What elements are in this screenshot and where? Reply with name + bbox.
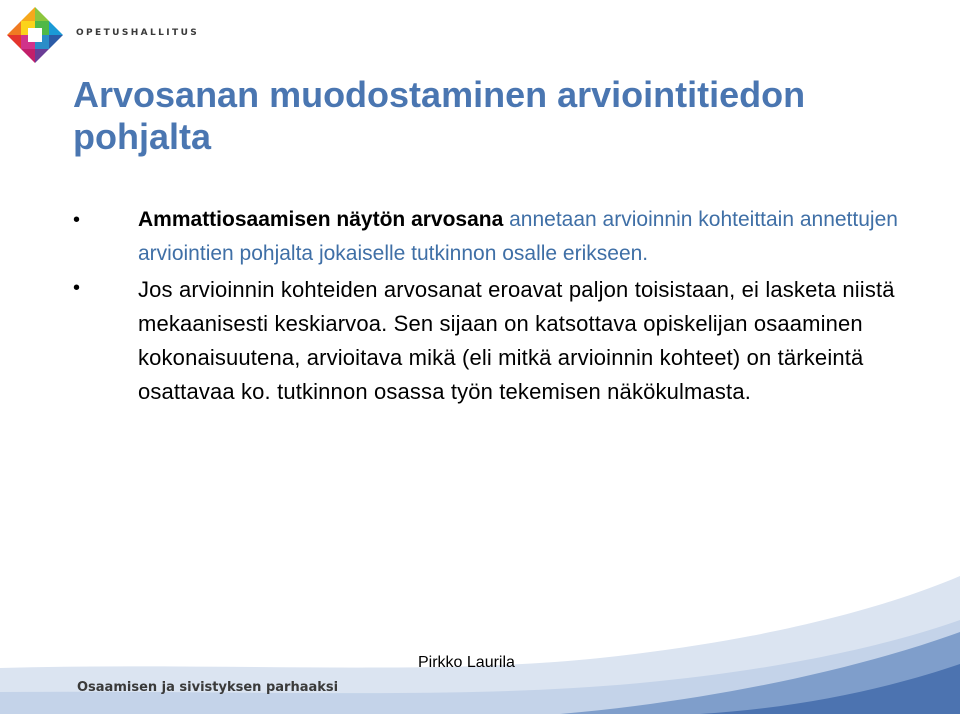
bullet-bold-lead: Ammattiosaamisen näytön arvosana [138,208,504,231]
slide-title: Arvosanan muodostaminen arviointitiedon pohjalta [73,74,806,157]
organization-name: OPETUSHALLITUS [76,28,200,38]
bullet-icon: • [73,277,81,299]
bullet-text: Jos arvioinnin kohteiden arvosanat eroavat paljon toisistaan, ei lasketa niistä mekaanisesti keskiarvoa. Sen sijaan on katsottava opiskelijan osaaminen kokonaisuutena, arvioitava mikä (eli mitkä arvioinnin kohteet) on tärkeintä osattavaa ko. tutkinnon osassa työn tekemisen näkökulmasta. [138,277,895,404]
presenter-name: Pirkko Laurila [418,654,515,671]
bullet-icon: • [73,209,81,231]
footer-slogan: Osaamisen ja sivistyksen parhaaksi [77,680,339,695]
bullet-text: annetaan arvioinnin kohteittain annettujen arviointien pohjalta jokaiselle tutkinnon osalle erikseen. [138,208,898,265]
